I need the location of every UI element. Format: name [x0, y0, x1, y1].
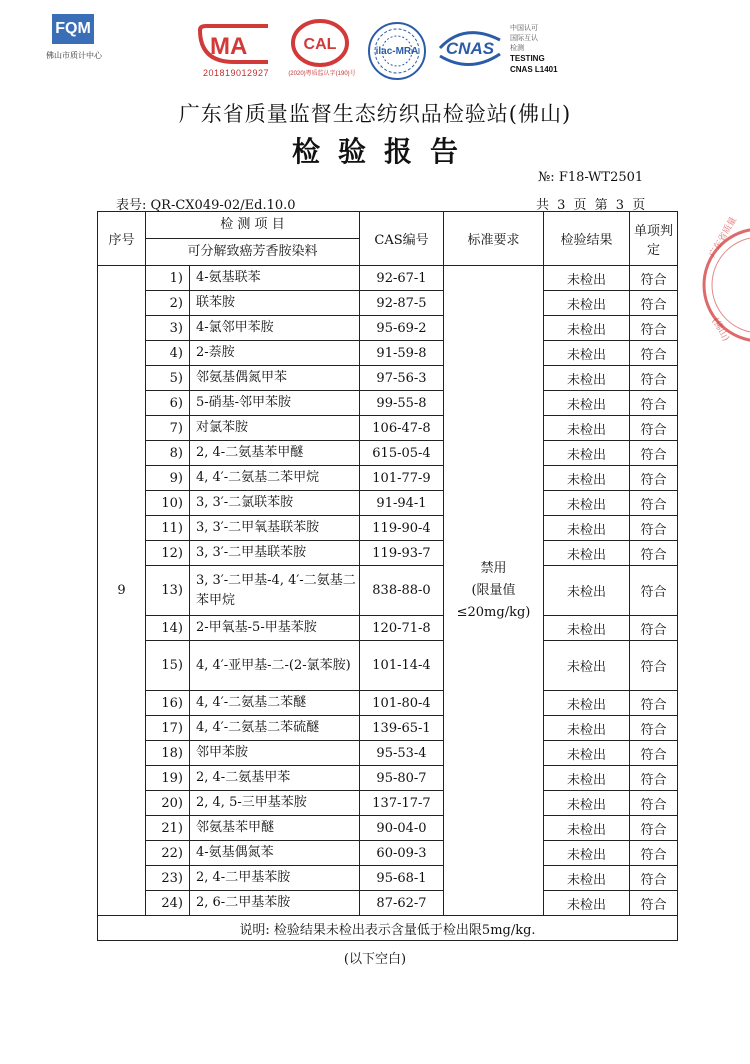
test-result: 未检出 [544, 516, 630, 541]
header-item-sub: 可分解致癌芳香胺染料 [146, 239, 360, 266]
test-result: 未检出 [544, 341, 630, 366]
table-row [98, 616, 678, 641]
table-row [98, 641, 678, 691]
cma-number: 201819012927 [202, 68, 270, 78]
cas-number: 95-68-1 [360, 866, 444, 891]
cas-number: 95-80-7 [360, 766, 444, 791]
test-result: 未检出 [544, 691, 630, 716]
row-index: 19) [146, 766, 190, 791]
table-row [98, 891, 678, 916]
amine-name: 2, 6-二甲基苯胺 [190, 891, 360, 916]
group-seq-cell: 9 [98, 266, 146, 916]
row-index: 18) [146, 741, 190, 766]
test-result: 未检出 [544, 391, 630, 416]
row-index: 20) [146, 791, 190, 816]
cas-number: 92-87-5 [360, 291, 444, 316]
svg-text:广东省质量: 广东省质量 [707, 215, 740, 260]
test-result: 未检出 [544, 266, 630, 291]
test-result: 未检出 [544, 616, 630, 641]
amine-name: 2, 4, 5-三甲基苯胺 [190, 791, 360, 816]
judgement: 符合 [630, 266, 678, 291]
judgement: 符合 [630, 616, 678, 641]
row-index: 8) [146, 441, 190, 466]
judgement: 符合 [630, 441, 678, 466]
standard-line: ≤20mg/kg) [456, 604, 531, 620]
amine-name: 4, 4′-亚甲基-二-(2-氯苯胺) [190, 641, 360, 691]
standard-line: 禁用 [480, 560, 507, 576]
cas-number: 119-90-4 [360, 516, 444, 541]
row-index: 1) [146, 266, 190, 291]
cnas-side-line: TESTING [510, 54, 545, 63]
judgement: 符合 [630, 691, 678, 716]
organization-title: 广东省质量监督生态纺织品检验站(佛山) [178, 102, 572, 126]
amine-name: 3, 3′-二氯联苯胺 [190, 491, 360, 516]
header-result: 检验结果 [544, 212, 630, 266]
page-info: 共 3 页 第 3 页 [536, 198, 646, 213]
header-judge: 单项判定 [630, 212, 678, 266]
header-item: 检 测 项 目 [146, 212, 360, 239]
judgement: 符合 [630, 291, 678, 316]
row-index: 12) [146, 541, 190, 566]
table-row [98, 341, 678, 366]
amine-name: 2-萘胺 [190, 341, 360, 366]
test-result: 未检出 [544, 416, 630, 441]
table-row [98, 441, 678, 466]
test-result: 未检出 [544, 491, 630, 516]
row-index: 14) [146, 616, 190, 641]
test-result: 未检出 [544, 441, 630, 466]
header-seq: 序号 [98, 212, 146, 266]
cnas-side-text [510, 24, 570, 76]
row-index: 11) [146, 516, 190, 541]
table-row [98, 866, 678, 891]
row-index: 5) [146, 366, 190, 391]
table-row [98, 816, 678, 841]
judgement: 符合 [630, 741, 678, 766]
amine-name: 3, 3′-二甲氧基联苯胺 [190, 516, 360, 541]
fqm-logo: FQM [52, 14, 94, 44]
judgement: 符合 [630, 891, 678, 916]
cas-number: 838-88-0 [360, 566, 444, 616]
cas-number: 139-65-1 [360, 716, 444, 741]
cas-number: 92-67-1 [360, 266, 444, 291]
judgement: 符合 [630, 866, 678, 891]
judgement: 符合 [630, 641, 678, 691]
row-index: 24) [146, 891, 190, 916]
cas-number: 99-55-8 [360, 391, 444, 416]
judgement: 符合 [630, 541, 678, 566]
judgement: 符合 [630, 491, 678, 516]
table-row [98, 316, 678, 341]
amine-name: 3, 3′-二甲基-4, 4′-二氨基二苯甲烷 [190, 566, 360, 616]
header-cas: CAS编号 [360, 212, 444, 266]
table-row [98, 566, 678, 616]
cas-number: 106-47-8 [360, 416, 444, 441]
test-result: 未检出 [544, 541, 630, 566]
test-result: 未检出 [544, 316, 630, 341]
report-number: №: F18-WT2501 [538, 170, 644, 185]
amine-name: 邻氨基偶氮甲苯 [190, 366, 360, 391]
test-result: 未检出 [544, 716, 630, 741]
row-index: 7) [146, 416, 190, 441]
amine-name: 2-甲氧基-5-甲基苯胺 [190, 616, 360, 641]
test-result: 未检出 [544, 866, 630, 891]
cas-number: 95-69-2 [360, 316, 444, 341]
cnas-side-line: 国际互认 [510, 35, 538, 42]
cas-number: 137-17-7 [360, 791, 444, 816]
table-row [98, 416, 678, 441]
test-result: 未检出 [544, 816, 630, 841]
table-row [98, 516, 678, 541]
cas-number: 101-77-9 [360, 466, 444, 491]
header-standard: 标准要求 [444, 212, 544, 266]
cas-number: 615-05-4 [360, 441, 444, 466]
row-index: 3) [146, 316, 190, 341]
cnas-side-line: 检测 [510, 45, 524, 52]
note-row [98, 916, 678, 941]
test-result: 未检出 [544, 766, 630, 791]
row-index: 23) [146, 866, 190, 891]
amine-name: 联苯胺 [190, 291, 360, 316]
cal-number: (2020)粤质监认字(190)号 [288, 71, 356, 77]
table-note: 说明: 检验结果未检出表示含量低于检出限5mg/kg. [98, 916, 678, 941]
cas-number: 87-62-7 [360, 891, 444, 916]
amine-name: 4, 4′-二氨基二苯醚 [190, 691, 360, 716]
cnas-side-line: CNAS L1401 [510, 65, 558, 74]
form-number: 表号: QR-CX049-02/Ed.10.0 [116, 198, 296, 213]
test-result: 未检出 [544, 466, 630, 491]
row-index: 9) [146, 466, 190, 491]
amine-name: 4-氨基联苯 [190, 266, 360, 291]
row-index: 6) [146, 391, 190, 416]
amine-name: 4-氯邻甲苯胺 [190, 316, 360, 341]
report-title: 检验报告 [291, 135, 476, 168]
official-stamp [700, 210, 750, 360]
table-row [98, 841, 678, 866]
row-index: 15) [146, 641, 190, 691]
test-result: 未检出 [544, 291, 630, 316]
row-index: 13) [146, 566, 190, 616]
amine-name: 2, 4-二氨基甲苯 [190, 766, 360, 791]
table-row [98, 366, 678, 391]
table-row [98, 741, 678, 766]
judgement: 符合 [630, 366, 678, 391]
amine-name: 5-硝基-邻甲苯胺 [190, 391, 360, 416]
table-row [98, 716, 678, 741]
judgement: 符合 [630, 841, 678, 866]
cnas-logo-text: CNAS [445, 39, 495, 58]
table-row [98, 291, 678, 316]
judgement: 符合 [630, 466, 678, 491]
cnas-side-line: 中国认可 [510, 25, 538, 32]
row-index: 4) [146, 341, 190, 366]
ilac-logo [364, 20, 430, 82]
standard-requirement [444, 266, 544, 916]
cas-number: 60-09-3 [360, 841, 444, 866]
table-row [98, 266, 678, 291]
judgement: 符合 [630, 566, 678, 616]
fqm-logo-caption: 佛山市质计中心 [46, 51, 102, 60]
row-index: 10) [146, 491, 190, 516]
cal-logo [290, 18, 350, 68]
row-index: 22) [146, 841, 190, 866]
test-result: 未检出 [544, 741, 630, 766]
amine-name: 4, 4′-二氨基二苯甲烷 [190, 466, 360, 491]
amine-name: 2, 4-二甲基苯胺 [190, 866, 360, 891]
amine-name: 4, 4′-二氨基二苯硫醚 [190, 716, 360, 741]
test-result: 未检出 [544, 791, 630, 816]
cma-logo-text: MA [210, 33, 248, 60]
judgement: 符合 [630, 391, 678, 416]
svg-text:(佛山): (佛山) [709, 316, 731, 344]
amine-name: 对氯苯胺 [190, 416, 360, 441]
amine-name: 3, 3′-二甲基联苯胺 [190, 541, 360, 566]
amine-name: 4-氨基偶氮苯 [190, 841, 360, 866]
cas-number: 95-53-4 [360, 741, 444, 766]
table-row [98, 541, 678, 566]
table-row [98, 766, 678, 791]
table-row [98, 391, 678, 416]
cnas-logo [434, 26, 506, 70]
judgement: 符合 [630, 316, 678, 341]
judgement: 符合 [630, 341, 678, 366]
test-result: 未检出 [544, 891, 630, 916]
cas-number: 90-04-0 [360, 816, 444, 841]
cas-number: 97-56-3 [360, 366, 444, 391]
blank-below-marker: (以下空白) [343, 952, 407, 967]
judgement: 符合 [630, 791, 678, 816]
row-index: 16) [146, 691, 190, 716]
test-result: 未检出 [544, 641, 630, 691]
amine-name: 2, 4-二氨基苯甲醚 [190, 441, 360, 466]
ilac-logo-text: ilac-MRA [375, 46, 419, 57]
judgement: 符合 [630, 766, 678, 791]
test-result: 未检出 [544, 366, 630, 391]
amine-name: 邻甲苯胺 [190, 741, 360, 766]
cma-logo [196, 22, 272, 66]
judgement: 符合 [630, 816, 678, 841]
table-row [98, 491, 678, 516]
cas-number: 101-14-4 [360, 641, 444, 691]
amine-name: 邻氨基苯甲醚 [190, 816, 360, 841]
cas-number: 101-80-4 [360, 691, 444, 716]
row-index: 21) [146, 816, 190, 841]
judgement: 符合 [630, 716, 678, 741]
cal-logo-text: CAL [303, 36, 337, 53]
test-results-table [97, 211, 678, 941]
test-result: 未检出 [544, 566, 630, 616]
row-index: 2) [146, 291, 190, 316]
table-row [98, 791, 678, 816]
judgement: 符合 [630, 516, 678, 541]
table-row [98, 466, 678, 491]
cas-number: 120-71-8 [360, 616, 444, 641]
judgement: 符合 [630, 416, 678, 441]
cas-number: 119-93-7 [360, 541, 444, 566]
cas-number: 91-59-8 [360, 341, 444, 366]
row-index: 17) [146, 716, 190, 741]
test-result: 未检出 [544, 841, 630, 866]
cas-number: 91-94-1 [360, 491, 444, 516]
standard-line: (限量值 [471, 582, 516, 598]
table-row [98, 691, 678, 716]
